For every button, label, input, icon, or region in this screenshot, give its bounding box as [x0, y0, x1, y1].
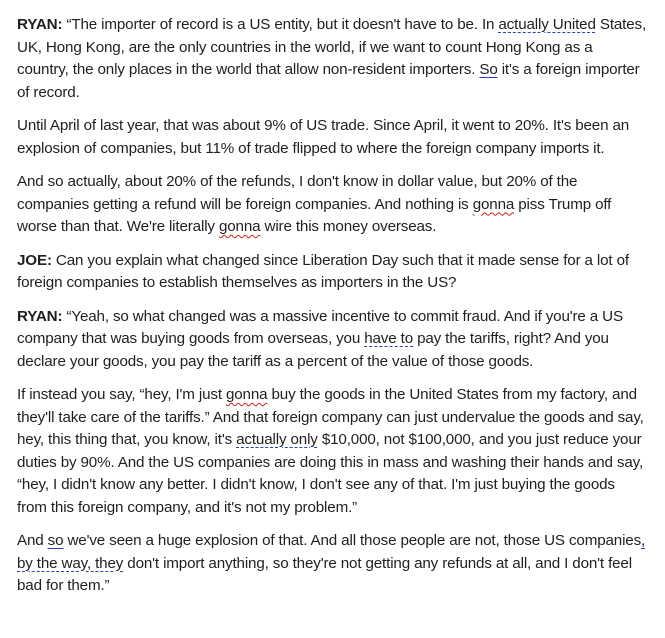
speaker-label: RYAN:: [17, 307, 63, 325]
paragraph-text: “Yeah, so what changed was a massive incentive to commit fraud. And if you're a US company that was buying goods from overseas, you: [17, 307, 623, 347]
speaker-label: RYAN:: [17, 16, 63, 33]
transcript-paragraph: [17, 306, 647, 374]
spelling-flagged-text[interactable]: gonna: [218, 218, 261, 235]
paragraph-text: “The importer of record is a US entity, but it doesn't have to be. In: [62, 16, 499, 33]
paragraph-text: Can you explain what changed since Liberation Day such that it made sense for a lot of foreign companies to establish themselves as importers in the US?: [17, 251, 629, 291]
transcript-paragraph: [17, 14, 647, 104]
grammar-flagged-text[interactable]: actually United: [498, 16, 596, 33]
paragraph-text: pay the tariffs, right? And you declare your goods, you pay the tariff as a percent of the value of those goods.: [17, 330, 609, 370]
paragraph-text: don't import anything, so they're not getting any refunds at all, and I don't feel bad for them.”: [17, 554, 632, 594]
paragraph-text: $10,000, not $100,000, and you just reduce your duties by 90%. And the US companies are doing this in mass and washing their hands and say, “hey, I didn't know any better. I didn't know, I don't see any of that. I'm just buying the goods from this foreign company, and it's not my problem.”: [17, 431, 644, 516]
suggestion-flagged-text[interactable]: so: [47, 532, 64, 549]
paragraph-text: And so actually, about 20% of the refunds, I don't know in dollar value, but 20% of the companies getting a refund will be foreign companies. And nothing is: [17, 173, 578, 213]
paragraph-text: we've seen a huge explosion of that. And all those people are not, those US companies: [63, 532, 642, 549]
transcript-paragraph: [17, 384, 647, 519]
paragraph-text: buy the goods in the United States from my factory, and they'll take care of the tariffs.” And that foreign company can just undervalue the goods and say, hey, this thing that, you know, it's: [17, 386, 644, 448]
paragraph-text: If instead you say, “hey, I'm just: [17, 386, 226, 403]
transcript-paragraph: [17, 171, 647, 239]
transcript-paragraph: [17, 530, 647, 598]
paragraph-text: And: [17, 532, 48, 549]
grammar-flagged-text[interactable]: , by the way, they: [17, 532, 646, 572]
speaker-label: JOE:: [17, 251, 52, 269]
suggestion-flagged-text[interactable]: So: [479, 61, 498, 78]
paragraph-text: it's a foreign importer of record.: [17, 61, 640, 101]
paragraph-text: wire this money overseas.: [260, 218, 437, 235]
spelling-flagged-text[interactable]: gonna: [225, 386, 268, 403]
grammar-flagged-text[interactable]: actually only: [236, 431, 318, 448]
paragraph-text: Until April of last year, that was about 9% of US trade. Since April, it went to 20%. It's been an explosion of companies, but 11% of trade flipped to where the foreign company imports it.: [17, 117, 630, 157]
transcript-paragraph: [17, 115, 647, 160]
spelling-flagged-text[interactable]: gonna: [472, 195, 515, 213]
transcript-paragraph: [17, 250, 647, 295]
paragraph-text: States, UK, Hong Kong, are the only countries in the world, if we want to count Hong Kong as a country, the only places in the world that allow non-resident importers.: [17, 16, 647, 78]
grammar-flagged-text[interactable]: have to: [364, 330, 413, 347]
paragraph-text: piss Trump off worse than that. We're literally: [17, 195, 612, 235]
